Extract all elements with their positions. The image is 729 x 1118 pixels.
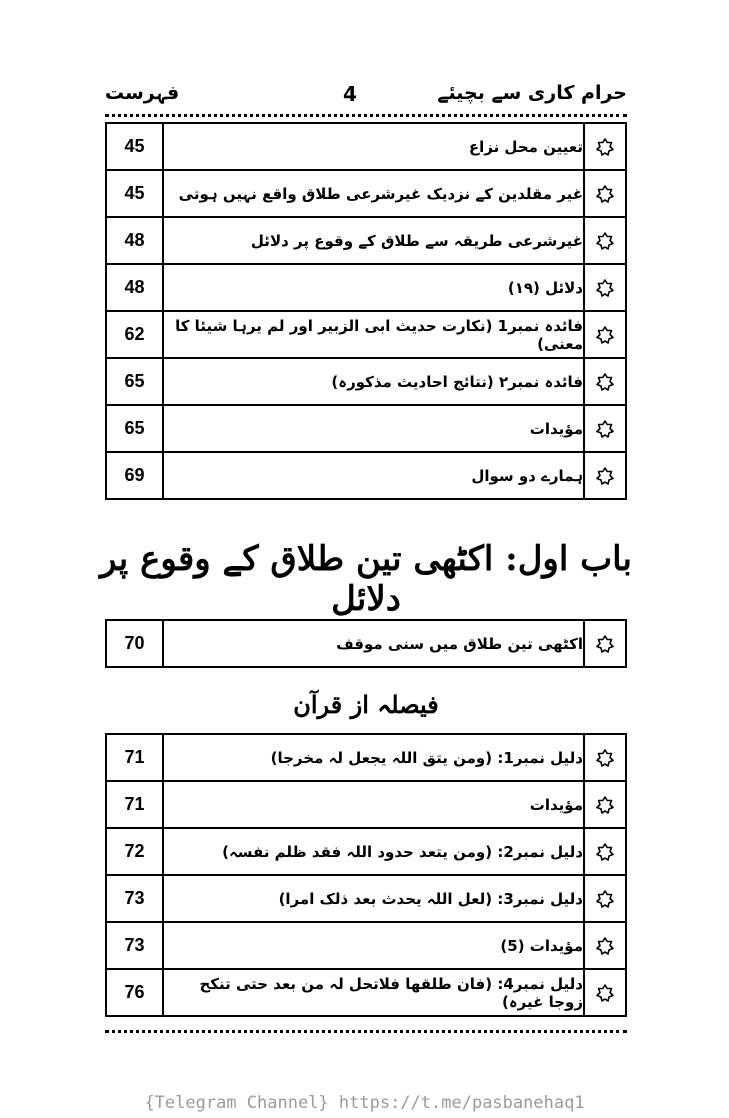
page-ref: 71 bbox=[106, 781, 163, 828]
toc-row bbox=[106, 170, 626, 217]
flower-bullet-icon bbox=[584, 734, 626, 781]
entry-title: دلیل نمبر2: (ومن یتعد حدود اللہ فقد ظلم نفسہ) bbox=[163, 828, 584, 875]
entry-title: مؤیدات (5) bbox=[163, 922, 584, 969]
flower-bullet-icon bbox=[584, 170, 626, 217]
toc-row bbox=[106, 875, 626, 922]
page-header bbox=[105, 82, 627, 112]
flower-bullet-icon bbox=[584, 358, 626, 405]
toc-row bbox=[106, 620, 626, 667]
flower-bullet-icon bbox=[584, 875, 626, 922]
chapter-heading: باب اول: اکٹھی تین طلاق کے وقوع پر دلائل bbox=[100, 539, 632, 619]
entry-title: دلیل نمبر4: (فان طلقھا فلاتحل لہ من بعد حتی تنکح زوجا غیرہ) bbox=[163, 969, 584, 1016]
bottom-divider bbox=[105, 1030, 627, 1033]
page-ref: 71 bbox=[106, 734, 163, 781]
flower-bullet-icon bbox=[584, 217, 626, 264]
toc-table-1 bbox=[105, 122, 627, 500]
toc-table-3 bbox=[105, 733, 627, 1017]
entry-title: غیرشرعی طریقہ سے طلاق کے وقوع پر دلائل bbox=[163, 217, 584, 264]
toc-row bbox=[106, 452, 626, 499]
toc-row bbox=[106, 969, 626, 1016]
channel-footer: {Telegram Channel} https://t.me/pasbanehaq1 bbox=[144, 1093, 585, 1113]
toc-row bbox=[106, 828, 626, 875]
entry-title: فائدہ نمبر1 (نکارت حدیث ابی الزبیر اور لم یرہا شیئا کا معنی) bbox=[163, 311, 584, 358]
page-ref: 69 bbox=[106, 452, 163, 499]
page-ref: 76 bbox=[106, 969, 163, 1016]
toc-row bbox=[106, 922, 626, 969]
flower-bullet-icon bbox=[584, 781, 626, 828]
toc-row bbox=[106, 264, 626, 311]
entry-title: غیر مقلدین کے نزدیک غیرشرعی طلاق واقع نہیں ہوتی bbox=[163, 170, 584, 217]
page-ref: 65 bbox=[106, 405, 163, 452]
entry-title: دلائل (۱۹) bbox=[163, 264, 584, 311]
page-number: 4 bbox=[343, 82, 357, 106]
page-ref: 45 bbox=[106, 123, 163, 170]
toc-row bbox=[106, 217, 626, 264]
entry-title: دلیل نمبر3: (لعل اللہ یحدث بعد ذلک امرا) bbox=[163, 875, 584, 922]
toc-row bbox=[106, 781, 626, 828]
toc-row bbox=[106, 734, 626, 781]
page-ref: 62 bbox=[106, 311, 163, 358]
page-ref: 73 bbox=[106, 875, 163, 922]
flower-bullet-icon bbox=[584, 828, 626, 875]
index-label: فہرست bbox=[105, 82, 180, 104]
flower-bullet-icon bbox=[584, 922, 626, 969]
header-divider bbox=[105, 114, 627, 117]
entry-title: مؤیدات bbox=[163, 781, 584, 828]
page-ref: 72 bbox=[106, 828, 163, 875]
page-ref: 70 bbox=[106, 620, 163, 667]
flower-bullet-icon bbox=[584, 311, 626, 358]
flower-bullet-icon bbox=[584, 969, 626, 1016]
toc-row bbox=[106, 358, 626, 405]
entry-title: اکٹھی تین طلاق میں سنی موقف bbox=[163, 620, 584, 667]
page-ref: 45 bbox=[106, 170, 163, 217]
page-ref: 65 bbox=[106, 358, 163, 405]
flower-bullet-icon bbox=[584, 405, 626, 452]
flower-bullet-icon bbox=[584, 620, 626, 667]
toc-row bbox=[106, 311, 626, 358]
flower-bullet-icon bbox=[584, 452, 626, 499]
entry-title: فائدہ نمبر۲ (نتائج احادیث مذکورہ) bbox=[163, 358, 584, 405]
flower-bullet-icon bbox=[584, 123, 626, 170]
entry-title: ہمارے دو سوال bbox=[163, 452, 584, 499]
toc-row bbox=[106, 123, 626, 170]
entry-title: مؤیدات bbox=[163, 405, 584, 452]
page-ref: 73 bbox=[106, 922, 163, 969]
toc-table-2 bbox=[105, 619, 627, 668]
entry-title: دلیل نمبر1: (ومن یتق اللہ یجعل لہ مخرجا) bbox=[163, 734, 584, 781]
flower-bullet-icon bbox=[584, 264, 626, 311]
page-ref: 48 bbox=[106, 217, 163, 264]
section-heading: فیصلہ از قرآن bbox=[293, 690, 439, 719]
entry-title: تعیین محل نزاع bbox=[163, 123, 584, 170]
toc-row bbox=[106, 405, 626, 452]
page-ref: 48 bbox=[106, 264, 163, 311]
book-title: حرام کاری سے بچیئے bbox=[437, 82, 627, 104]
